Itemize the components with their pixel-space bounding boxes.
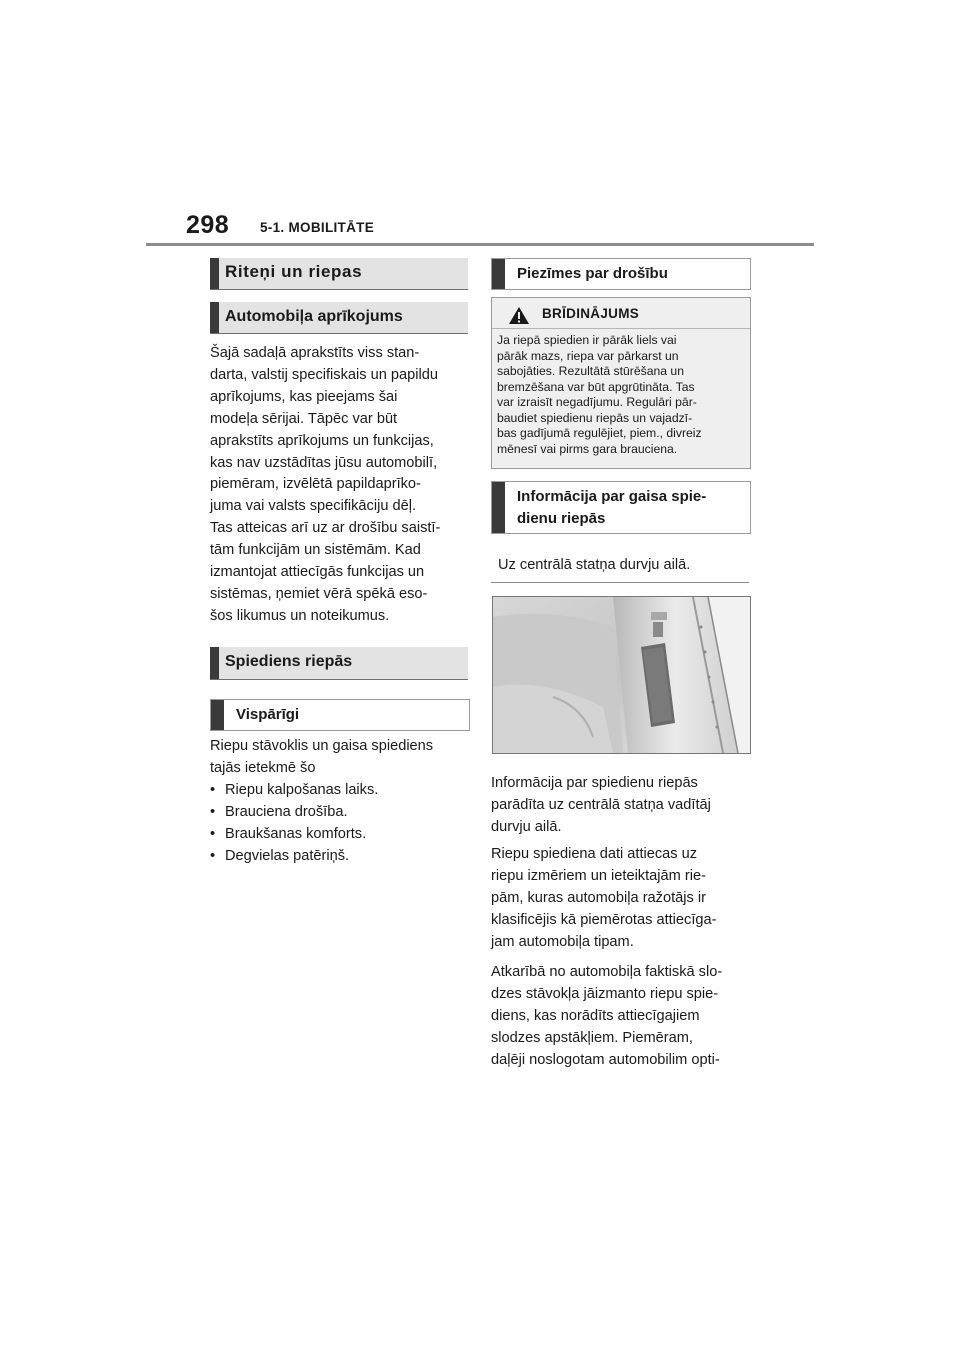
pressure-heading-text: Spiediens riepās <box>225 653 353 670</box>
equipment-heading <box>210 302 468 334</box>
text-line: Tas atteicas arī uz ar drošību saistī- <box>210 520 441 537</box>
heading-line: Informācija par gaisa spie- <box>517 488 707 505</box>
text-line: piemēram, izvēlētā papildaprīko- <box>210 476 421 493</box>
text-line: jam automobiļa tipam. <box>491 933 634 950</box>
safety-heading <box>491 258 751 290</box>
equipment-paragraph <box>210 343 472 628</box>
list-item: • Braukšanas komforts. <box>210 824 472 846</box>
section-title: 5-1. MOBILITĀTE <box>260 220 375 235</box>
text-line: darta, valstij specifiskais un papildu <box>210 366 438 383</box>
text-line: Šajā sadaļā aprakstīts viss stan- <box>210 345 420 361</box>
text-line: juma vai valsts specifikāciju dēļ. <box>210 498 417 515</box>
info-heading-text <box>517 486 706 530</box>
text-line: daļēji noslogotam automobilim opti- <box>491 1051 720 1068</box>
chapter-title: Riteņi un riepas <box>225 262 363 281</box>
warning-header <box>492 298 750 329</box>
pressure-data-paragraph <box>491 844 753 954</box>
text-line: var izraisīt negadījumu. Regulāri pār- <box>497 395 697 409</box>
text-line: Informācija par spiedienu riepās <box>491 775 698 791</box>
page-number: 298 <box>186 211 230 239</box>
text-line: Riepu spiediena dati attiecas uz <box>491 846 698 862</box>
factor-list <box>210 780 472 868</box>
info-heading <box>491 481 751 534</box>
warning-text <box>497 333 745 457</box>
caption-paragraph <box>491 773 753 839</box>
text-line: klasificējis kā piemērotas attiecīga- <box>491 911 717 928</box>
heading-line: dienu riepās <box>517 510 606 527</box>
heading-bar <box>492 259 505 289</box>
general-heading-text: Vispārīgi <box>236 706 300 723</box>
chapter-heading <box>210 258 468 290</box>
text-line: durvju ailā. <box>491 818 562 835</box>
location-text: Uz centrālā statņa durvju ailā. <box>498 557 691 573</box>
text-line: sabojāties. Rezultātā stūrēšana un <box>497 364 684 378</box>
list-item: • Degvielas patēriņš. <box>210 846 472 868</box>
door-pillar-photo <box>492 596 751 754</box>
text-line: sistēmas, ņemiet vērā spēkā eso- <box>210 585 428 602</box>
header-divider <box>146 243 814 246</box>
text-line: Atkarībā no automobiļa faktiskā slo- <box>491 964 723 980</box>
list-item: • Riepu kalpošanas laiks. <box>210 780 472 802</box>
warning-triangle-icon <box>509 307 529 324</box>
pressure-paragraph <box>210 736 472 867</box>
text-line: Ja riepā spiedien ir pārāk liels vai <box>497 333 677 347</box>
text-line: slodzes apstākļiem. Piemēram, <box>491 1029 693 1046</box>
text-line: tām funkcijām un sistēmām. Kad <box>210 542 421 559</box>
pressure-heading <box>210 647 468 680</box>
text-line: pārāk mazs, riepa var pārkarst un <box>497 348 679 363</box>
text-line: riepu izmēriem un ieteiktajām rie- <box>491 867 706 884</box>
text-line: bas gadījumā regulējiet, piem., divreiz <box>497 426 702 440</box>
warning-title: BRĪDINĀJUMS <box>542 306 640 321</box>
text-line: parādīta uz centrālā statņa vadītāj <box>491 796 711 813</box>
safety-heading-text: Piezīmes par drošību <box>517 265 668 282</box>
door-pillar-illustration <box>493 597 750 753</box>
text-line: kas nav uzstādītas jūsu automobilī, <box>210 454 438 471</box>
text-line: modeļa sērijai. Tāpēc var būt <box>210 410 398 427</box>
text-line: mēnesī vai pirms gara brauciena. <box>497 441 678 456</box>
equipment-heading-text: Automobiļa aprīkojums <box>225 308 403 325</box>
text-line: pām, kuras automobiļa ražotājs ir <box>491 889 706 906</box>
text-line: diens, kas norādīts attiecīgajiem <box>491 1007 700 1024</box>
load-paragraph <box>491 962 753 1072</box>
text-line: tajās ietekmē šo <box>210 759 316 776</box>
warning-box <box>491 297 751 469</box>
text-line: bremzēšana var būt apgrūtināta. Tas <box>497 379 695 394</box>
text-line: šos likumus un noteikumus. <box>210 607 390 624</box>
list-item: • Brauciena drošība. <box>210 802 472 824</box>
text-line: Riepu stāvoklis un gaisa spiediens <box>210 738 434 754</box>
general-heading <box>210 699 470 731</box>
location-note <box>491 546 749 583</box>
text-line: baudiet spiedienu riepās un vajadzī- <box>497 410 693 425</box>
text-line: izmantojat attiecīgās funkcijas un <box>210 564 425 581</box>
heading-bar <box>210 302 219 333</box>
text-line: dzes stāvokļa jāizmanto riepu spie- <box>491 985 719 1002</box>
text-line: aprakstīts aprīkojums un funkcijas, <box>210 432 434 449</box>
heading-bar <box>211 700 224 730</box>
heading-bar <box>210 647 219 679</box>
heading-bar <box>492 482 505 533</box>
text-line: aprīkojums, kas pieejams šai <box>210 388 398 405</box>
heading-bar <box>210 258 219 289</box>
